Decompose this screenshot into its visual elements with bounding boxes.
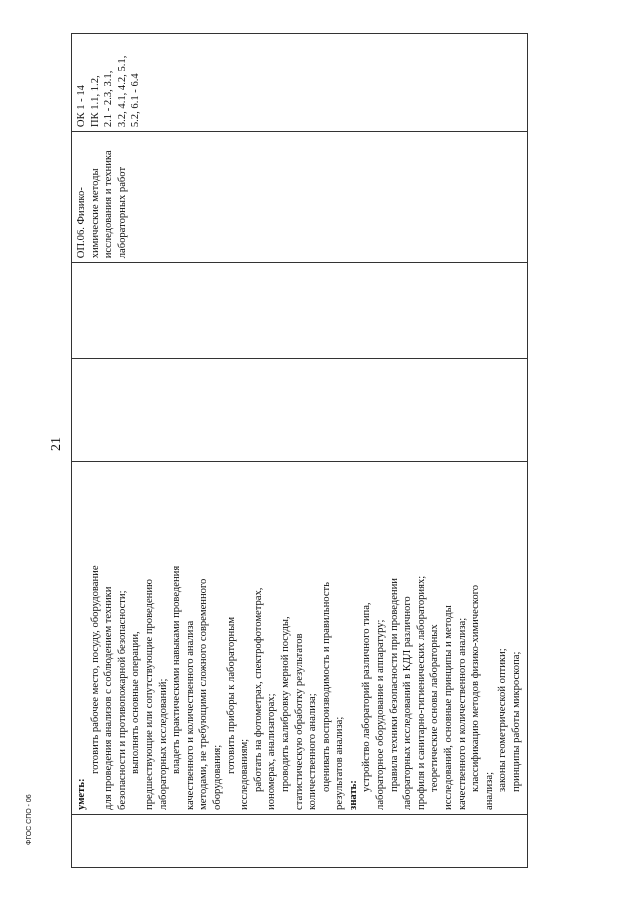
skill-line: количественного анализа; [307, 693, 319, 810]
skill-line: исследованиям; [239, 738, 251, 810]
skill-line: проводить калибровку мерной посуды, [279, 616, 291, 792]
skill-line: готовить рабочее место, посуду, оборудование [89, 565, 101, 774]
umet-label: уметь: [76, 778, 87, 810]
skill-line: безопасности и противопожарной безопасности; [116, 590, 128, 810]
competence-line: ОК 1 - 14 [76, 85, 87, 128]
knowledge-line: классификацию методов физико-химического [470, 584, 482, 792]
standards-table [71, 33, 522, 868]
skill-line: оборудования; [211, 744, 223, 810]
knowledge-line: профиля и санитарно-гигиенических лабораториях; [415, 575, 427, 810]
skill-line: методами, не требующими сложного современного [198, 578, 210, 810]
competence-line: 2.1 - 2.3, 3.1, [103, 70, 115, 128]
skill-line: результатов анализа; [334, 716, 346, 810]
skill-line: лабораторных исследований; [157, 678, 169, 810]
knowledge-line: принципы работы микроскопа; [511, 651, 522, 792]
competence-line: 5.2, 6.1 - 6.4 [130, 73, 142, 128]
skill-line: оценивать воспроизводимость и правильность [320, 581, 332, 792]
umet-list [89, 466, 347, 810]
table-row [72, 34, 528, 868]
competence-line: ПК 1.1, 1.2, [89, 75, 101, 128]
skill-line: выполнять основные операции, [130, 631, 142, 774]
skill-line: владеть практическими навыками проведения [171, 565, 183, 774]
discipline-line: исследования и техника [103, 150, 115, 259]
discipline-line: химические методы [89, 168, 101, 259]
skill-line: для проведения анализов с соблюдением техники [103, 586, 115, 810]
knowledge-line: качественного и количественного анализа; [456, 617, 468, 810]
knowledge-line: правила техники безопасности при проведении [388, 578, 400, 792]
skills-cell [72, 461, 528, 814]
knowledge-line: лабораторных исследований в КДЛ различного [402, 596, 414, 810]
page-number: 21 [49, 437, 64, 451]
skill-line: качественного и количественного анализа [184, 620, 196, 810]
hours-max-cell [72, 359, 528, 461]
hours-class-cell [72, 263, 528, 359]
index-cell [72, 814, 528, 867]
competences-cell [72, 34, 528, 132]
discipline-line: лабораторных работ [116, 166, 128, 259]
skill-line: работать на фотометрах, спектрофотометрах, [252, 587, 264, 792]
discipline-name [75, 136, 129, 258]
competence-codes [75, 38, 143, 127]
skill-line: готовить приборы к лабораторным [225, 616, 237, 774]
skill-line: статистическую обработку результатов [293, 633, 305, 810]
knowledge-line: устройство лабораторий различного типа, [361, 602, 373, 792]
knowledge-line: анализа; [483, 771, 495, 810]
discipline-cell [72, 132, 528, 263]
knowledge-line: теоретические основы лабораторных [429, 624, 441, 792]
footer-label: ФГОС СПО - 06 [26, 794, 33, 845]
knowledge-line: лабораторное оборудование и аппаратуру; [375, 619, 387, 810]
discipline-line: ОП.06. Физико- [76, 187, 87, 259]
knowledge-line: законы геометрической оптики; [497, 648, 509, 792]
skill-line: предшествующие или сопутствующие проведению [143, 579, 155, 810]
znat-label: знать: [347, 780, 359, 810]
knowledge-line: исследований, основные принципы и методы [443, 605, 455, 810]
skill-line: иономерах, анализаторах; [266, 693, 278, 810]
znat-list [360, 466, 523, 810]
competence-line: 3.2, 4.1, 4.2, 5.1, [116, 55, 128, 128]
